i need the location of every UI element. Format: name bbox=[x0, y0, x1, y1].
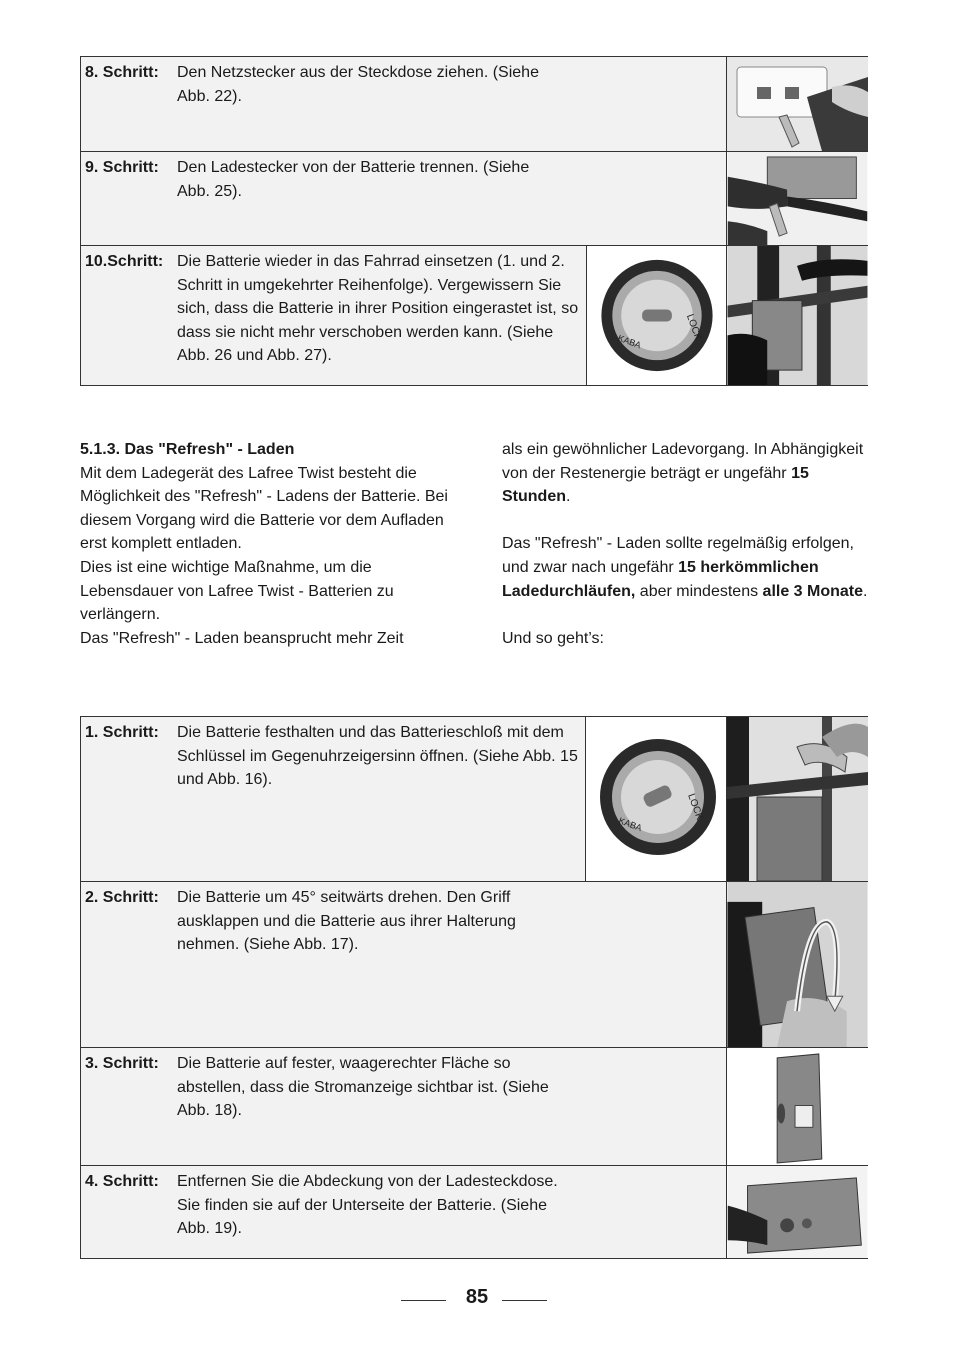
step-label: 2. Schritt: bbox=[85, 889, 159, 906]
photo-battery-lock bbox=[586, 246, 727, 385]
page-rule-right bbox=[502, 1300, 547, 1301]
step-description: Den Ladestecker von der Batterie trennen. (Siehe Abb. 25). bbox=[177, 159, 530, 200]
paragraph: Das "Refresh" - Laden sollte regelmäßig erfolgen, und zwar nach ungefähr 15 herkömmlichen Ladedurchläufen, aber mindestens alle 3 Monate. bbox=[502, 535, 868, 600]
paragraph: Dies ist eine wichtige Maßnahme, um die Lebensdauer von Lafree Twist - Batterien zu verlängern. bbox=[80, 558, 394, 624]
lock-brand-text: LOCK bbox=[685, 792, 705, 822]
emphasis: 15 herkömmlichen Ladedurchläufen, bbox=[502, 558, 819, 600]
photo-charging-plug bbox=[726, 152, 868, 245]
step-description: Den Netzstecker aus der Steckdose ziehen. (Siehe Abb. 22). bbox=[177, 64, 539, 105]
text-column-left bbox=[80, 438, 460, 650]
step-description: Die Batterie um 45° seitwärts drehen. Den Griff ausklappen und die Batterie aus ihrer Halterung nehmen. (Siehe Abb. 17). bbox=[177, 889, 516, 953]
step-label: 1. Schritt: bbox=[85, 724, 159, 741]
emphasis: 15 Stunden bbox=[502, 464, 809, 506]
step-description: Entfernen Sie die Abdeckung von der Ladesteckdose. Sie finden sie auf der Unterseite der Batterie. (Siehe Abb. 19). bbox=[177, 1173, 558, 1237]
step-row-10 bbox=[81, 245, 867, 385]
step-row-2 bbox=[81, 881, 867, 1047]
step-label: 9. Schritt: bbox=[85, 159, 159, 176]
section-heading: 5.1.3. Das "Refresh" - Laden bbox=[80, 441, 295, 458]
step-description: Die Batterie festhalten und das Batterieschloß mit dem Schlüssel im Gegenuhrzeigersinn öffnen. (Siehe Abb. 15 und Abb. 16). bbox=[177, 724, 578, 788]
page-number: 85 bbox=[465, 1286, 489, 1308]
photo-charging-socket bbox=[726, 1166, 868, 1258]
step-label: 3. Schritt: bbox=[85, 1055, 159, 1072]
step-description: Die Batterie auf fester, waagerechter Fläche so abstellen, dass die Stromanzeige sichtbar ist. (Siehe Abb. 18). bbox=[177, 1055, 549, 1119]
step-label: 10.Schritt: bbox=[85, 253, 164, 270]
paragraph: als ein gewöhnlicher Ladevorgang. In Abhängigkeit von der Restenergie beträgt er ungefähr 15 Stunden. bbox=[502, 441, 864, 506]
lock-brand-text: LOCK bbox=[683, 312, 704, 342]
paragraph: Und so geht’s: bbox=[502, 629, 604, 647]
step-row-1 bbox=[81, 717, 867, 881]
step-row-3 bbox=[81, 1047, 867, 1165]
steps-table-bottom bbox=[80, 716, 868, 1259]
step-row-4 bbox=[81, 1165, 867, 1258]
step-label: 8. Schritt: bbox=[85, 64, 159, 81]
photo-battery-hold bbox=[726, 717, 868, 881]
step-row-8 bbox=[81, 57, 867, 151]
photo-battery-rotate bbox=[726, 882, 868, 1047]
lock-maker-text: KABA bbox=[616, 332, 643, 351]
steps-table-top bbox=[80, 56, 868, 386]
photo-battery-standing bbox=[726, 1048, 868, 1165]
paragraph: Das "Refresh" - Laden beansprucht mehr Zeit bbox=[80, 629, 404, 647]
emphasis: alle 3 Monate bbox=[762, 582, 864, 600]
step-row-9 bbox=[81, 151, 867, 245]
step-description: Die Batterie wieder in das Fahrrad einsetzen (1. und 2. Schritt in umgekehrter Reihenfolge). Vergewissern Sie sich, dass die Batterie in ihrer Position eingerastet ist, so dass sie nicht mehr verschoben werden kann. (Siehe Abb. 26 und Abb. 27). bbox=[177, 253, 579, 364]
paragraph: Mit dem Ladegerät des Lafree Twist besteht die Möglichkeit des "Refresh" - Ladens der Batterie. Bei diesem Vorgang wird die Batterie vor dem Aufladen erst komplett entladen. bbox=[80, 464, 448, 553]
photo-power-plug bbox=[726, 57, 868, 151]
photo-battery-insert bbox=[726, 246, 868, 385]
photo-battery-lock-key bbox=[585, 717, 727, 881]
text-column-right bbox=[502, 438, 868, 650]
lock-maker-text: KABA bbox=[617, 815, 644, 834]
step-label: 4. Schritt: bbox=[85, 1173, 159, 1190]
